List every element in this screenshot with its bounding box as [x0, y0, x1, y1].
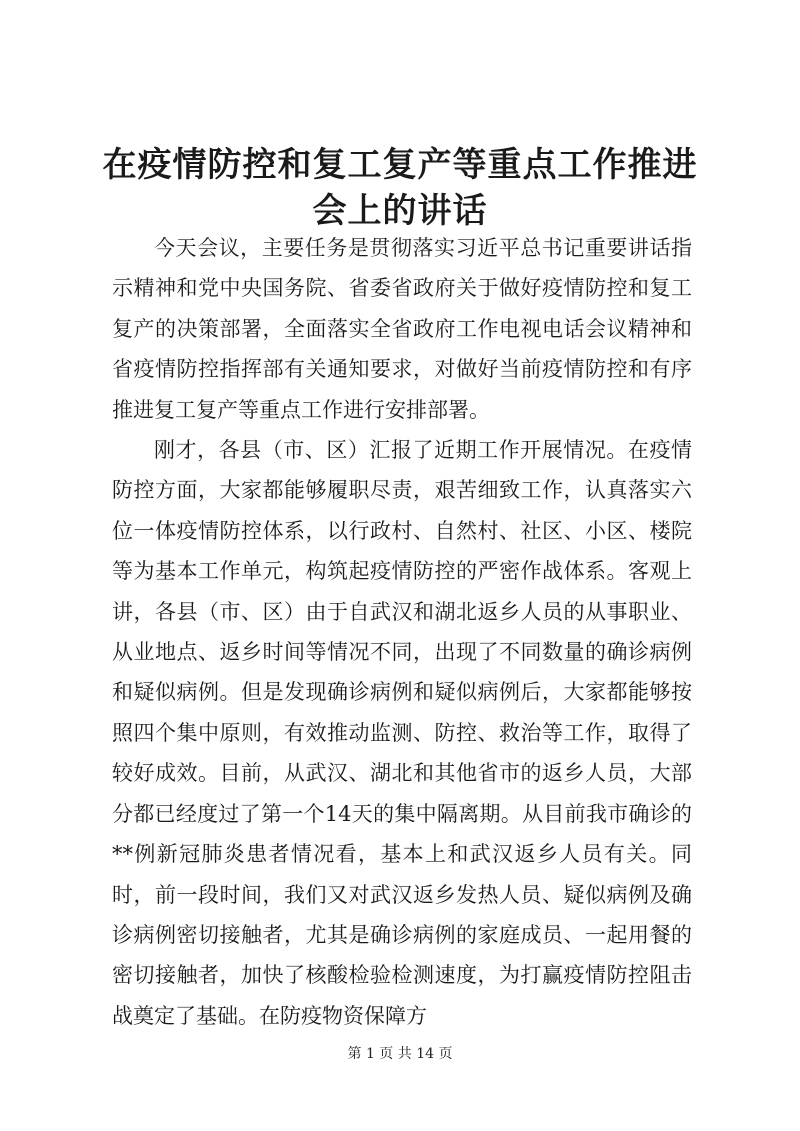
- paragraph-2: 刚才，各县（市、区）汇报了近期工作开展情况。在疫情防控方面，大家都能够履职尽责，艰苦细致工作，认真落实六位一体疫情防控体系，以行政村、自然村、社区、小区、楼院等为基本工作单元，构筑起疫情防控的严密作战体系。客观上讲，各县（市、区）由于自武汉和湖北返乡人员的从事职业、从业地点、返乡时间等情况不同，出现了不同数量的确诊病例和疑似病例。但是发现确诊病例和疑似病例后，大家都能够按照四个集中原则，有效推动监测、防控、救治等工作，取得了较好成效。目前，从武汉、湖北和其他省市的返乡人员，大部分都已经度过了第一个14天的集中隔离期。从目前我市确诊的**例新冠肺炎患者情况看，基本上和武汉返乡人员有关。同时，前一段时间，我们又对武汉返乡发热人员、疑似病例及确诊病例密切接触者，尤其是确诊病例的家庭成员、一起用餐的密切接触者，加快了核酸检验检测速度，为打赢疫情防控阻击战奠定了基础。在防疫物资保障方: [112, 438, 692, 1028]
- document-title: 在疫情防控和复工复产等重点工作推进会上的讲话: [102, 145, 698, 231]
- paragraph-1: 今天会议，主要任务是贯彻落实习近平总书记重要讲话指示精神和党中央国务院、省委省政府关于做好疫情防控和复工复产的决策部署，全面落实全省政府工作电视电话会议精神和省疫情防控指挥部有关通知要求，对做好当前疫情防控和有序推进复工复产等重点工作进行安排部署。: [112, 236, 692, 422]
- page-number-footer: 第 1 页 共 14 页: [347, 1046, 453, 1062]
- document-body: [112, 228, 692, 1036]
